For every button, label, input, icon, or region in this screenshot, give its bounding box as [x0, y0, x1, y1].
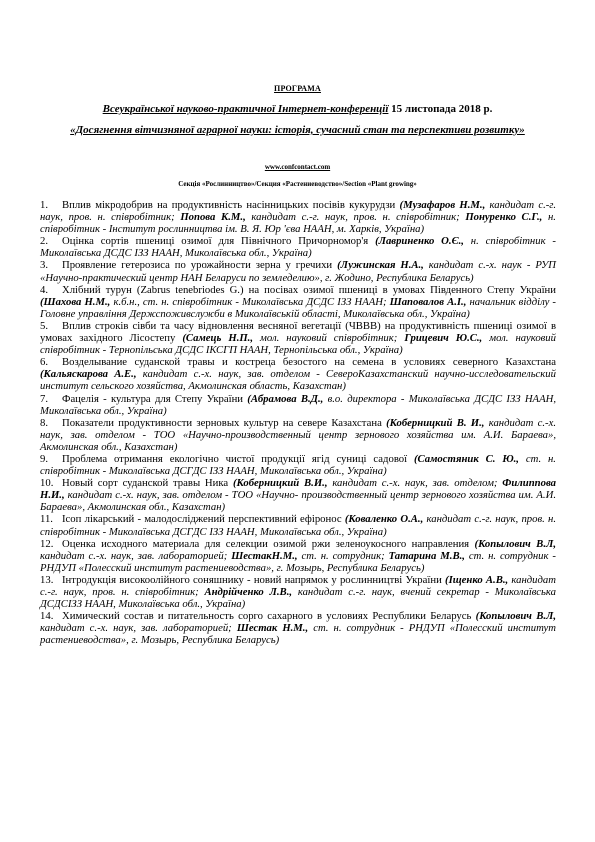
- item-number: 8.: [40, 416, 49, 429]
- item-affiliation: кандидат с.-х. наук, зав. отделом - СевероКазахстанский научно-исследовательский институт сельского хозяйства, Акмолинская область, Казахстан): [40, 368, 556, 393]
- item-title: Проявление гетерозиса по урожайности зерна у гречихи: [62, 259, 338, 272]
- item-affiliation: ст. н. сотрудник;: [297, 549, 389, 562]
- item-affiliation: кандидат с.-г. наук, пров. н. співробітник;: [40, 199, 557, 224]
- item-title: Ісоп лікарський - малодосліджений перспективний ефіронос: [62, 513, 345, 526]
- item-affiliation: кандидат с.-х. наук, зав. отделом - ТОО «Научно- производственный центр зернового хозяйства им. А.И. Бараева», Акмолинская обл., Казахстан): [40, 489, 556, 514]
- list-item: [40, 574, 556, 610]
- item-affiliation: мол. науковий співробітник;: [253, 332, 405, 345]
- item-author: (Копылович В.Л,: [475, 610, 556, 623]
- item-author: Шаповалов А.І.,: [389, 295, 467, 308]
- item-title: Вплив строків сівби та часу відновлення весняної вегетації (ЧВВВ) на продуктивність пшениці озимої в умовах західного Лісостепу: [40, 319, 556, 345]
- item-number: 14.: [40, 610, 54, 623]
- item-author: (Кальяскарова А.Е.,: [40, 368, 137, 381]
- list-item: [40, 610, 556, 646]
- item-author: ШестакН.М.,: [231, 549, 298, 562]
- item-affiliation: к.б.н., ст. н. співробітник - Миколаївська ДСДС ІЗЗ НААН;: [110, 295, 390, 308]
- item-author: (Коваленко О.А.,: [344, 513, 424, 526]
- item-number: 9.: [40, 452, 49, 465]
- item-affiliation: кандидат с.-х. наук, зав. лабораторией;: [40, 549, 232, 562]
- item-title: Оцінка сортів пшениці озимої для Північного Причорномор'я: [62, 235, 376, 248]
- list-item: [40, 453, 556, 477]
- item-title: Новый сорт суданской травы Ника: [62, 477, 233, 490]
- item-number: 6.: [40, 356, 49, 369]
- item-author: Андрійченко Л.В.,: [204, 586, 293, 598]
- list-item: [40, 259, 556, 283]
- item-title: Фацелія - культура для Степу України: [62, 392, 248, 405]
- item-affiliation: н. співробітник - Інститут рослинництва ім. В. Я. Юр 'єва НААН, м. Харків, Україна): [40, 211, 556, 236]
- item-title: Інтродукція високоолійного соняшнику - новий напрямок у рослинництві України: [62, 573, 446, 586]
- item-author: (Абрамова В.Д.,: [247, 392, 324, 405]
- item-affiliation: мол. науковий співробітник - Тернопільська ДСДС ІКСГП НААН, Тернопільська обл., Україна): [40, 332, 556, 357]
- item-author: (Коберницкий В.И.,: [232, 477, 328, 490]
- list-item: [40, 356, 556, 392]
- list-item: [40, 320, 556, 356]
- item-title: Показатели продуктивности зерновых культур на севере Казахстана: [62, 416, 387, 429]
- list-item: [40, 235, 556, 259]
- item-number: 11.: [40, 513, 53, 526]
- item-affiliation: ст. н. співробітник - Миколаївська ДСГДС ІЗЗ НААН, Миколаївська обл., Україна): [40, 452, 556, 478]
- item-affiliation: кандидат с.-г. наук, пров. н. співробітник;: [245, 211, 466, 224]
- item-title: Проблема отримання екологічно чистої продукції ягід суниці садової: [62, 452, 414, 465]
- conference-date: 15 листопада 2018 р.: [388, 103, 493, 115]
- item-affiliation: кандидат с.-х. наук, зав. лабораторией;: [40, 622, 237, 635]
- item-author: (Самостяник С. Ю.,: [414, 452, 519, 465]
- item-affiliation: ст. н. сотрудник - РНДУП «Полесский институт растениеводства», г. Мозырь, Республика Беларусь): [40, 549, 556, 574]
- item-author: (Лавриненко О.Є.,: [375, 235, 464, 248]
- item-number: 4.: [40, 283, 49, 296]
- item-author: (Музафаров Н.М.,: [399, 199, 486, 211]
- item-number: 12.: [40, 537, 54, 550]
- item-affiliation: кандидат с.-х. наук - РУП «Научно-практический центр НАН Беларуси по земледелию», г. Жодино, Республика Беларусь): [40, 259, 557, 284]
- item-affiliation: кандидат с.-г. наук, вчений секретар - Миколаївська ДСДСІЗЗ НААН, Миколаївська обл., Україна): [40, 586, 556, 611]
- list-item: [40, 284, 556, 320]
- list-item: [40, 477, 556, 513]
- item-author: (Копылович В.Л,: [474, 537, 556, 550]
- item-author: Филиппова Н.И.,: [40, 477, 556, 502]
- program-heading: ПРОГРАМА: [274, 84, 321, 93]
- list-item: [40, 538, 556, 574]
- item-number: 7.: [40, 392, 49, 405]
- item-number: 2.: [40, 235, 49, 248]
- item-number: 13.: [40, 573, 54, 586]
- item-title: Возделывание суданской травы и костреца безостого на семена в условиях северного Казахстана: [62, 356, 556, 369]
- item-number: 1.: [40, 199, 49, 211]
- item-author: (Іщенко А.В.,: [445, 573, 509, 586]
- item-affiliation: кандидат с.-г. наук, пров. н. співробітник - Миколаївська ДСГДС ІЗЗ НААН, Миколаївська обл., Україна): [40, 513, 557, 538]
- list-item: [40, 199, 556, 235]
- item-author: Шестак Н.М.,: [236, 622, 309, 635]
- list-item: [40, 393, 556, 417]
- item-affiliation: кандидат с.-х. наук, зав. отделом;: [327, 477, 503, 490]
- item-author: (Шахова Н.М.,: [40, 295, 111, 308]
- item-affiliation: кандидат с.-г. наук, пров. н. співробітник;: [40, 573, 556, 598]
- item-author: Татарина М.В.,: [388, 549, 465, 562]
- list-item: [40, 417, 556, 453]
- program-list: [40, 199, 556, 646]
- conference-title-line: [0, 103, 595, 115]
- item-affiliation: начальник відділу - Головне управління Держспоживслужби в Миколаївській області, Миколаївська обл., Україна): [40, 295, 556, 320]
- item-affiliation: н. співробітник - Миколаївська ДСДС ІЗЗ НААН, Миколаївська обл., Україна): [40, 235, 556, 260]
- item-title: Оценка исходного материала для селекции озимой ржи зеленоукосного направления: [62, 537, 475, 550]
- item-affiliation: в.о. директора - Миколаївська ДСДС ІЗЗ НААН, Миколаївська обл., Україна): [40, 392, 557, 417]
- item-title: Химический состав и питательность сорго сахарного в условиях Республики Беларусь: [62, 610, 476, 623]
- website-link[interactable]: www.confcontact.com: [264, 163, 331, 171]
- item-author: (Самець Н.П.,: [182, 332, 254, 345]
- section-heading: Секція «Рослинництво»/Секция «Растениеводство»/Section «Plant growing»: [178, 180, 417, 188]
- conference-title: Всеукраїнської науково-практичної Інтернет-конференції: [102, 103, 389, 115]
- item-number: 5.: [40, 319, 49, 332]
- item-title: Вплив мікродобрив на продуктивність насінницьких посівів кукурудзи: [62, 199, 400, 211]
- item-number: 10.: [40, 477, 54, 490]
- item-author: Понуренко С.Г.,: [465, 211, 543, 224]
- item-number: 3.: [40, 259, 49, 272]
- item-affiliation: кандидат с.-х. наук, зав. отделом - ТОО «Научно-производственный центр зернового хозяйства им. А.И. Бараева», Акмолинская обл., Казахстан): [40, 416, 557, 453]
- item-affiliation: ст. н. сотрудник - РНДУП «Полесский институт растениеводства», г. Мозырь, Республика Беларусь): [40, 622, 557, 647]
- item-author: Попова К.М.,: [180, 211, 246, 224]
- item-author: (Коберницкий В. И.,: [386, 416, 485, 429]
- item-title: Хлібний турун (Zabrus tenebriodes G.) на посівах озимої пшениці в умовах Південного Степу України: [62, 283, 556, 296]
- list-item: [40, 513, 556, 537]
- conference-theme: «Досягнення вітчизняної аграрної науки: історія, сучасний стан та перспективи розвитку»: [70, 124, 525, 136]
- item-author: (Лужинская Н.А.,: [337, 259, 424, 272]
- item-author: Грицевич Ю.С.,: [404, 332, 483, 345]
